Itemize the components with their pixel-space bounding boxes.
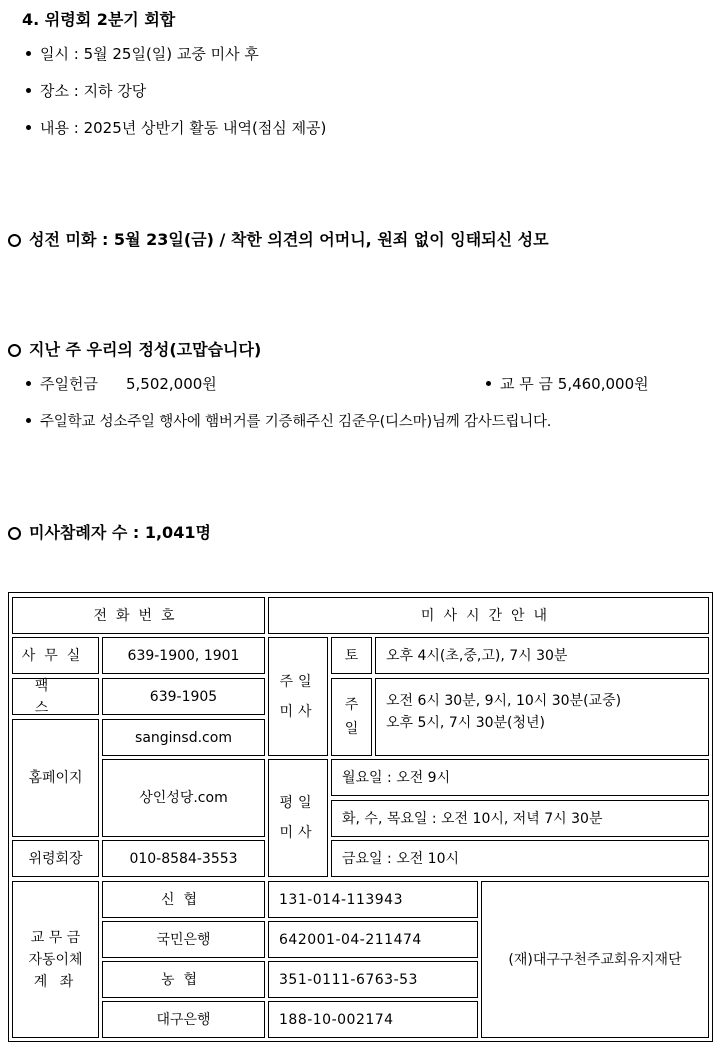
mass-header: 미사시간안내 (268, 597, 709, 634)
phone-header: 전화번호 (12, 597, 265, 634)
bullet-icon (26, 418, 31, 423)
bank-label-line2: 자동이체 (28, 951, 83, 968)
bank-label-line3: 계 좌 (33, 973, 78, 990)
meeting-content-text: 내용 : 2025년 상반기 활동 내역(점심 제공) (40, 119, 327, 137)
offering-title (8, 337, 261, 360)
meeting-date (26, 43, 259, 64)
weekday-mass-label: 평일 미사 (268, 759, 328, 877)
sunday-mass-label: 주일 미사 (268, 637, 328, 756)
bank-name-3: 농협 (102, 961, 265, 998)
sanctuary-text: 성전 미화 : 5월 23일(금) / 착한 의견의 어머니, 원죄 없이 잉태되신 성모 (29, 230, 549, 249)
offering-title-text: 지난 주 우리의 정성(고맙습니다) (29, 340, 262, 359)
account-number-4: 188-10-002174 (268, 1001, 478, 1038)
homepage-link-1[interactable]: sanginsd.com (102, 719, 265, 756)
sunday-times-evening: 오후 5시, 7시 30분(청년) (386, 715, 546, 731)
saturday-label: 토 (331, 637, 372, 674)
tue-thu-mass: 화, 수, 목요일 : 오전 10시, 저녁 7시 30분 (331, 800, 709, 837)
meeting-content (26, 117, 326, 138)
sanctuary-line (8, 227, 549, 250)
bank-name-4: 대구은행 (102, 1001, 265, 1038)
thanks-note (26, 410, 551, 431)
meeting-title: 4. 위령회 2분기 회합 (22, 10, 176, 29)
account-number-1: 131-014-113943 (268, 881, 478, 918)
bullet-icon (26, 88, 31, 93)
friday-mass: 금요일 : 오전 10시 (331, 840, 709, 877)
thanks-text: 주일학교 성소주일 행사에 햄버거를 기증해주신 김준우(디스마)님께 감사드립니다. (40, 414, 552, 430)
circle-bullet-icon (8, 234, 21, 247)
meeting-place (26, 80, 146, 101)
circle-bullet-icon (8, 527, 21, 540)
homepage-label: 홈페이지 (12, 719, 99, 837)
bank-label (12, 881, 99, 1038)
account-holder: (재)대구구천주교회유지재단 (481, 881, 709, 1038)
account-number-2: 642001-04-211474 (268, 921, 478, 958)
homepage-link-2[interactable]: 상인성당.com (102, 759, 265, 837)
bullet-icon (486, 381, 491, 386)
monday-mass: 월요일 : 오전 9시 (331, 759, 709, 796)
sunday-offering-amount: 5,502,000원 (125, 375, 217, 393)
bullet-icon (26, 51, 31, 56)
church-tax-text: 교 무 금 5,460,000원 (500, 375, 649, 393)
account-number-3: 351-0111-6763-53 (268, 961, 478, 998)
fax-label-text: 팩스 (34, 677, 77, 716)
attendance-text: 미사참례자 수 : 1,041명 (29, 523, 211, 542)
fax-label (12, 678, 99, 715)
president-value: 010-8584-3553 (102, 840, 265, 877)
bank-name-1: 신협 (102, 881, 265, 918)
info-table (8, 592, 713, 1042)
saturday-times: 오후 4시(초,중,고), 7시 30분 (375, 637, 709, 674)
sunday-offering (26, 373, 217, 394)
meeting-date-text: 일시 : 5월 25일(일) 교중 미사 후 (40, 45, 259, 63)
bullet-icon (26, 125, 31, 130)
bullet-icon (26, 381, 31, 386)
fax-value: 639-1905 (102, 678, 265, 715)
sunday-times (375, 678, 709, 756)
office-value: 639-1900, 1901 (102, 637, 265, 674)
sunday-label: 주일 (331, 678, 372, 756)
meeting-place-text: 장소 : 지하 강당 (40, 82, 147, 100)
office-label: 사무실 (12, 637, 99, 674)
president-label: 위령회장 (12, 840, 99, 877)
bank-label-line1: 교 무 금 (30, 929, 81, 946)
attendance-line (8, 520, 211, 543)
circle-bullet-icon (8, 344, 21, 357)
bank-name-2: 국민은행 (102, 921, 265, 958)
sunday-times-morning: 오전 6시 30분, 9시, 10시 30분(교중) (386, 693, 622, 709)
sunday-offering-label: 주일헌금 (40, 375, 98, 393)
church-tax (486, 373, 649, 394)
